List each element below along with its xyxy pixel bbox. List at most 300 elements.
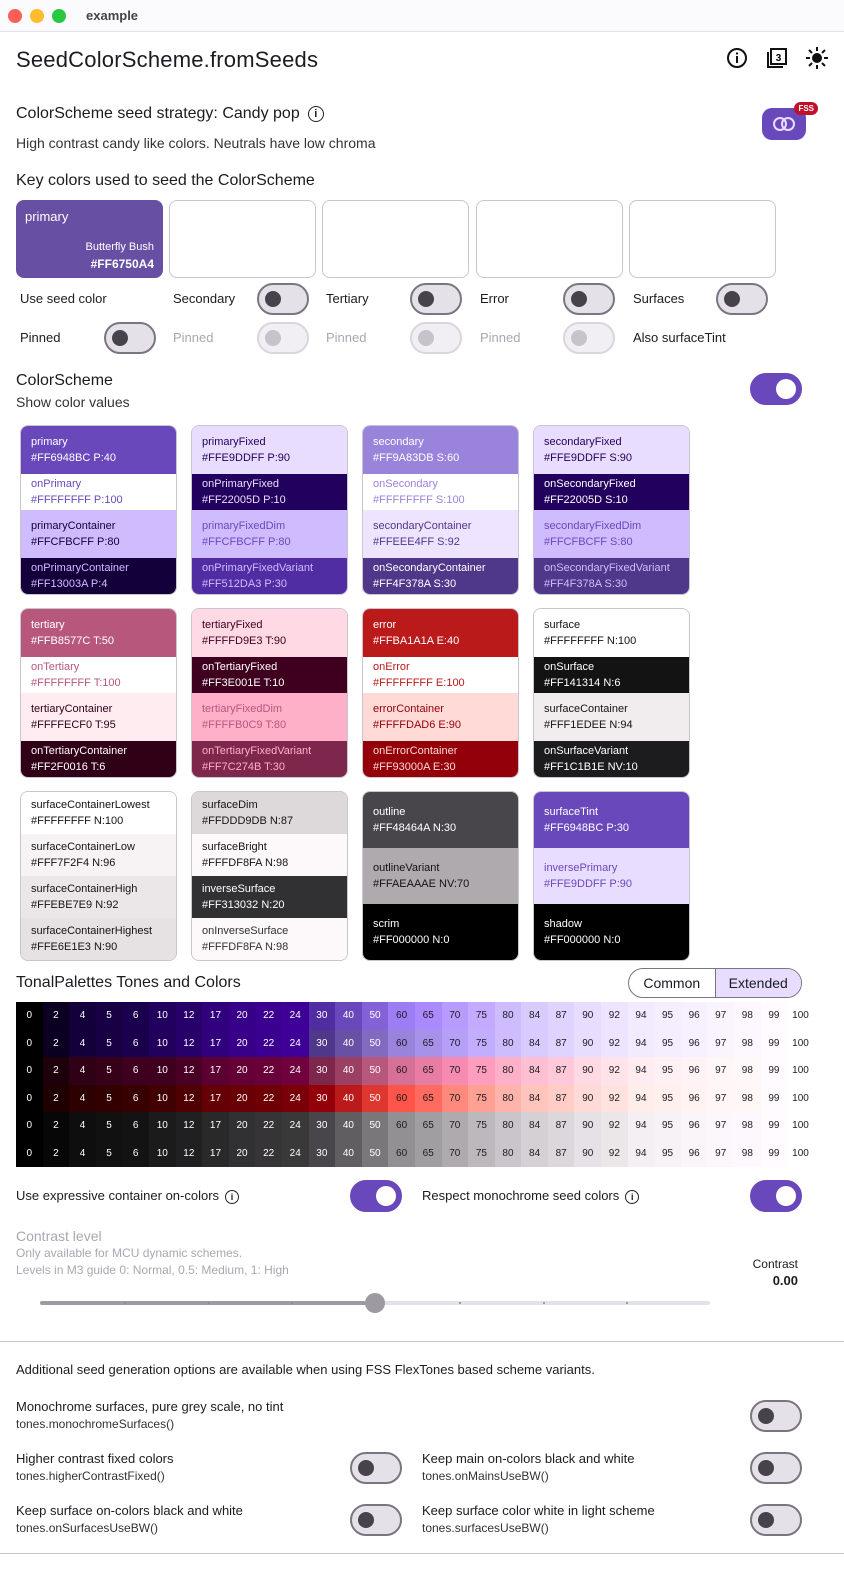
color-swatch[interactable] [192, 426, 347, 474]
switch-knob [776, 1186, 796, 1206]
color-name: primaryContainer [31, 520, 116, 532]
tone-cell[interactable]: 12 [176, 1030, 203, 1058]
tone-cell[interactable]: 0 [16, 1112, 43, 1140]
tone-cell[interactable]: 20 [229, 1002, 256, 1030]
tone-cell[interactable]: 75 [468, 1030, 495, 1058]
tone-cell[interactable]: 0 [16, 1085, 43, 1113]
contrast-slider-thumb[interactable] [365, 1293, 385, 1313]
tone-cell[interactable]: 60 [388, 1002, 415, 1030]
tone-cell[interactable]: 95 [654, 1057, 681, 1085]
color-swatch[interactable] [363, 848, 518, 904]
tone-cell[interactable]: 80 [495, 1030, 522, 1058]
tone-cell[interactable]: 80 [495, 1112, 522, 1140]
close-window-button[interactable] [8, 9, 22, 23]
tone-cell[interactable]: 6 [122, 1002, 149, 1030]
tone-cell[interactable]: 6 [122, 1057, 149, 1085]
tone-cell[interactable]: 2 [43, 1112, 70, 1140]
color-swatch[interactable] [21, 558, 176, 594]
tone-cell[interactable]: 40 [335, 1085, 362, 1113]
tone-cell[interactable]: 98 [734, 1002, 761, 1030]
tone-cell[interactable]: 60 [388, 1085, 415, 1113]
tone-cell[interactable]: 60 [388, 1057, 415, 1085]
tone-cell[interactable]: 94 [628, 1112, 655, 1140]
tone-cell[interactable]: 17 [202, 1002, 229, 1030]
tone-cell[interactable]: 2 [43, 1140, 70, 1168]
color-swatch[interactable] [192, 834, 347, 876]
color-value: #FF22005D P:10 [202, 494, 286, 506]
tone-cell[interactable]: 30 [309, 1030, 336, 1058]
tone-cell[interactable]: 40 [335, 1030, 362, 1058]
color-value: #FFF7F2F4 N:96 [31, 857, 116, 869]
tone-cell[interactable]: 84 [521, 1140, 548, 1168]
color-swatch[interactable] [534, 474, 689, 510]
color-swatch[interactable] [21, 834, 176, 876]
color-swatch[interactable] [192, 510, 347, 558]
tone-cell[interactable]: 6 [122, 1140, 149, 1168]
tone-cell[interactable]: 6 [122, 1030, 149, 1058]
tone-cell[interactable]: 87 [548, 1002, 575, 1030]
palette-type-segmented-button[interactable] [628, 968, 802, 998]
tone-cell[interactable]: 0 [16, 1030, 43, 1058]
tone-cell[interactable]: 92 [601, 1030, 628, 1058]
tone-cell[interactable]: 5 [96, 1140, 123, 1168]
tone-cell[interactable]: 20 [229, 1057, 256, 1085]
tone-cell[interactable]: 20 [229, 1085, 256, 1113]
tone-cell[interactable]: 98 [734, 1112, 761, 1140]
color-swatch[interactable] [21, 474, 176, 510]
tone-cell[interactable]: 10 [149, 1140, 176, 1168]
color-swatch[interactable] [363, 693, 518, 741]
contrast-label: Contrast [752, 1257, 798, 1271]
tone-cell[interactable]: 96 [681, 1140, 708, 1168]
tertiary-switch[interactable] [410, 283, 462, 315]
tone-cell[interactable]: 94 [628, 1030, 655, 1058]
tone-cell[interactable]: 50 [362, 1140, 389, 1168]
tone-cell[interactable]: 50 [362, 1002, 389, 1030]
color-swatch[interactable] [21, 510, 176, 558]
secondary-switch[interactable] [257, 283, 309, 315]
tone-cell[interactable]: 92 [601, 1085, 628, 1113]
color-name: onPrimary [31, 478, 82, 490]
tone-cell[interactable]: 5 [96, 1057, 123, 1085]
tone-cell[interactable]: 90 [574, 1030, 601, 1058]
color-swatch[interactable] [534, 558, 689, 594]
surfaces-switch[interactable] [716, 283, 768, 315]
tone-cell[interactable]: 97 [707, 1057, 734, 1085]
color-swatch[interactable] [192, 876, 347, 918]
tone-cell[interactable]: 17 [202, 1057, 229, 1085]
color-swatch[interactable] [192, 918, 347, 960]
tone-cell[interactable]: 99 [761, 1112, 788, 1140]
mono-surfaces-switch[interactable] [750, 1400, 802, 1432]
respect-monochrome-switch[interactable] [750, 1180, 802, 1212]
color-name: scrim [373, 918, 400, 930]
color-swatch[interactable] [192, 609, 347, 657]
tone-cell[interactable]: 60 [388, 1112, 415, 1140]
tone-cell[interactable]: 4 [69, 1030, 96, 1058]
tone-cell[interactable]: 87 [548, 1140, 575, 1168]
tone-cell[interactable]: 84 [521, 1112, 548, 1140]
tone-cell[interactable]: 94 [628, 1057, 655, 1085]
tone-cell[interactable]: 22 [255, 1140, 282, 1168]
tone-cell[interactable]: 70 [442, 1057, 469, 1085]
tone-cell[interactable]: 95 [654, 1002, 681, 1030]
tone-cell[interactable]: 22 [255, 1085, 282, 1113]
tone-cell[interactable]: 92 [601, 1112, 628, 1140]
tone-cell[interactable]: 50 [362, 1085, 389, 1113]
tone-cell[interactable]: 5 [96, 1002, 123, 1030]
color-swatch[interactable] [192, 558, 347, 594]
tone-cell[interactable]: 40 [335, 1002, 362, 1030]
tone-cell[interactable]: 30 [309, 1002, 336, 1030]
tone-cell[interactable]: 96 [681, 1085, 708, 1113]
tone-cell[interactable]: 96 [681, 1112, 708, 1140]
tone-cell[interactable]: 5 [96, 1085, 123, 1113]
seed-error-box[interactable] [476, 200, 623, 278]
color-swatch[interactable] [534, 426, 689, 474]
tone-cell[interactable]: 92 [601, 1057, 628, 1085]
tone-cell[interactable]: 24 [282, 1030, 309, 1058]
color-value: #FF6948BC P:30 [544, 822, 629, 834]
tone-cell[interactable]: 70 [442, 1002, 469, 1030]
tone-cell[interactable]: 24 [282, 1002, 309, 1030]
tone-cell[interactable]: 24 [282, 1112, 309, 1140]
tone-cell[interactable]: 80 [495, 1002, 522, 1030]
tone-cell[interactable]: 24 [282, 1140, 309, 1168]
palette-row [16, 1002, 814, 1030]
tone-cell[interactable]: 98 [734, 1140, 761, 1168]
color-swatch[interactable] [363, 609, 518, 657]
tone-cell[interactable]: 96 [681, 1030, 708, 1058]
tone-cell[interactable]: 65 [415, 1057, 442, 1085]
tone-cell[interactable]: 22 [255, 1112, 282, 1140]
color-swatch[interactable] [192, 474, 347, 510]
tone-cell[interactable]: 95 [654, 1085, 681, 1113]
tone-cell[interactable]: 5 [96, 1030, 123, 1058]
tone-cell[interactable]: 2 [43, 1057, 70, 1085]
color-swatch[interactable] [21, 741, 176, 777]
tone-cell[interactable]: 30 [309, 1140, 336, 1168]
tone-cell[interactable]: 84 [521, 1057, 548, 1085]
tone-cell[interactable]: 75 [468, 1085, 495, 1113]
tone-cell[interactable]: 10 [149, 1030, 176, 1058]
tone-cell[interactable]: 2 [43, 1002, 70, 1030]
tertiary-pinned-switch[interactable] [410, 322, 462, 354]
switch-knob [724, 291, 740, 307]
color-name: secondaryFixedDim [544, 520, 642, 532]
flextones-intro: Additional seed generation options are available when using FSS FlexTones based scheme variants. [16, 1362, 595, 1377]
seed-secondary-box[interactable] [169, 200, 316, 278]
title-bar [0, 0, 844, 32]
tone-cell[interactable]: 65 [415, 1112, 442, 1140]
color-swatch[interactable] [363, 904, 518, 960]
tone-cell[interactable]: 50 [362, 1112, 389, 1140]
color-swatch[interactable] [534, 657, 689, 693]
tone-cell[interactable]: 6 [122, 1085, 149, 1113]
tone-cell[interactable]: 22 [255, 1030, 282, 1058]
tone-cell[interactable]: 0 [16, 1057, 43, 1085]
color-value: #FFFDF8FA N:98 [202, 941, 289, 953]
tone-cell[interactable]: 10 [149, 1085, 176, 1113]
tone-cell[interactable]: 4 [69, 1112, 96, 1140]
tone-cell[interactable]: 84 [521, 1030, 548, 1058]
tone-cell[interactable]: 65 [415, 1030, 442, 1058]
tone-cell[interactable]: 98 [734, 1085, 761, 1113]
tone-cell[interactable]: 12 [176, 1057, 203, 1085]
tone-cell[interactable]: 99 [761, 1085, 788, 1113]
tone-cell[interactable]: 100 [787, 1002, 814, 1030]
tone-cell[interactable]: 90 [574, 1140, 601, 1168]
color-swatch[interactable] [21, 918, 176, 960]
tone-cell[interactable]: 50 [362, 1030, 389, 1058]
color-name: secondaryFixed [544, 436, 622, 448]
tone-cell[interactable]: 94 [628, 1140, 655, 1168]
palette-row [16, 1112, 814, 1140]
tone-cell[interactable]: 40 [335, 1057, 362, 1085]
tone-cell[interactable]: 10 [149, 1112, 176, 1140]
tone-cell[interactable]: 99 [761, 1140, 788, 1168]
tone-cell[interactable]: 4 [69, 1002, 96, 1030]
show-color-values-switch[interactable] [750, 373, 802, 405]
color-swatch[interactable] [534, 792, 689, 848]
surfaces-bw-switch[interactable] [750, 1504, 802, 1536]
color-swatch[interactable] [363, 474, 518, 510]
tone-cell[interactable]: 75 [468, 1057, 495, 1085]
tone-cell[interactable]: 17 [202, 1112, 229, 1140]
tone-cell[interactable]: 90 [574, 1057, 601, 1085]
surfaces-label: Surfaces [633, 291, 685, 306]
color-swatch[interactable] [21, 609, 176, 657]
color-swatch[interactable] [534, 904, 689, 960]
seed-primary-box[interactable] [16, 200, 163, 278]
contrast-slider[interactable] [40, 1301, 710, 1305]
tone-cell[interactable]: 90 [574, 1002, 601, 1030]
tone-cell[interactable]: 24 [282, 1085, 309, 1113]
color-name: errorContainer [373, 703, 444, 715]
color-value: #FF313032 N:20 [202, 899, 285, 911]
tone-cell[interactable]: 0 [16, 1140, 43, 1168]
strategy-title [16, 105, 324, 123]
switch-knob [265, 291, 281, 307]
color-swatch[interactable] [21, 657, 176, 693]
on-mains-bw-switch[interactable] [750, 1452, 802, 1484]
maximize-window-button[interactable] [52, 9, 66, 23]
expressive-info-icon[interactable]: i [225, 1190, 239, 1204]
higher-contrast-fixed-switch[interactable] [350, 1452, 402, 1484]
color-swatch[interactable] [363, 426, 518, 474]
tone-cell[interactable]: 12 [176, 1112, 203, 1140]
tone-cell[interactable]: 95 [654, 1140, 681, 1168]
tone-cell[interactable]: 70 [442, 1140, 469, 1168]
color-swatch[interactable] [21, 792, 176, 834]
tone-cell[interactable]: 84 [521, 1002, 548, 1030]
respect-monochrome-info-icon[interactable]: i [625, 1190, 639, 1204]
tone-cell[interactable]: 20 [229, 1030, 256, 1058]
tone-cell[interactable]: 97 [707, 1002, 734, 1030]
tone-cell[interactable]: 75 [468, 1140, 495, 1168]
color-swatch[interactable] [21, 876, 176, 918]
palette-row [16, 1085, 814, 1113]
tone-cell[interactable]: 96 [681, 1002, 708, 1030]
color-swatch[interactable] [534, 693, 689, 741]
tone-cell[interactable]: 5 [96, 1112, 123, 1140]
brightness-icon[interactable] [806, 47, 828, 69]
secondary-pinned-switch[interactable] [257, 322, 309, 354]
tone-cell[interactable]: 80 [495, 1085, 522, 1113]
tone-cell[interactable]: 20 [229, 1140, 256, 1168]
seed-tertiary-box[interactable] [322, 200, 469, 278]
tone-cell[interactable]: 75 [468, 1112, 495, 1140]
tone-cell[interactable]: 2 [43, 1085, 70, 1113]
tone-cell[interactable]: 4 [69, 1085, 96, 1113]
strategy-info-icon[interactable]: i [308, 106, 324, 122]
color-swatch[interactable] [534, 741, 689, 777]
tone-cell[interactable]: 12 [176, 1140, 203, 1168]
tone-cell[interactable]: 96 [681, 1057, 708, 1085]
color-swatch[interactable] [192, 657, 347, 693]
seed-primary-hex: #FF6750A4 [90, 257, 154, 271]
tone-cell[interactable]: 65 [415, 1085, 442, 1113]
tone-cell[interactable]: 100 [787, 1030, 814, 1058]
filter-3-icon[interactable] [766, 47, 788, 69]
tone-cell[interactable]: 40 [335, 1112, 362, 1140]
tone-cell[interactable]: 95 [654, 1112, 681, 1140]
color-name: onSurfaceVariant [544, 745, 629, 757]
tone-cell[interactable]: 95 [654, 1030, 681, 1058]
tone-cell[interactable]: 60 [388, 1140, 415, 1168]
color-name: onErrorContainer [373, 745, 458, 757]
switch-knob [112, 330, 128, 346]
tone-cell[interactable]: 100 [787, 1140, 814, 1168]
seed-surfaces-box[interactable] [629, 200, 776, 278]
tone-cell[interactable]: 65 [415, 1002, 442, 1030]
fss-toggle-button[interactable] [762, 104, 814, 140]
strategy-title-text: ColorScheme seed strategy: Candy pop [16, 105, 300, 122]
on-surfaces-bw-switch[interactable] [350, 1504, 402, 1536]
tone-cell[interactable]: 10 [149, 1002, 176, 1030]
tone-cell[interactable]: 60 [388, 1030, 415, 1058]
tone-cell[interactable]: 2 [43, 1030, 70, 1058]
switch-knob [758, 1408, 774, 1424]
tone-cell[interactable]: 99 [761, 1030, 788, 1058]
tone-cell[interactable]: 30 [309, 1112, 336, 1140]
tonal-palettes-table [16, 1002, 814, 1167]
respect-monochrome-label: Respect monochrome seed colors [422, 1188, 620, 1203]
tone-cell[interactable]: 4 [69, 1140, 96, 1168]
tone-cell[interactable]: 17 [202, 1085, 229, 1113]
tone-cell[interactable]: 17 [202, 1140, 229, 1168]
tone-cell[interactable]: 98 [734, 1057, 761, 1085]
color-swatch[interactable] [534, 848, 689, 904]
tone-cell[interactable]: 30 [309, 1057, 336, 1085]
color-swatch[interactable] [21, 426, 176, 474]
window-title: example [86, 8, 139, 23]
minimize-window-button[interactable] [30, 9, 44, 23]
tone-cell[interactable]: 12 [176, 1002, 203, 1030]
color-name: outlineVariant [373, 862, 440, 874]
tone-cell[interactable]: 24 [282, 1057, 309, 1085]
color-swatch[interactable] [363, 510, 518, 558]
tone-cell[interactable]: 99 [761, 1002, 788, 1030]
tone-cell[interactable]: 40 [335, 1140, 362, 1168]
color-name: surfaceContainerLowest [31, 799, 150, 811]
tone-cell[interactable]: 6 [122, 1112, 149, 1140]
color-swatch[interactable] [363, 792, 518, 848]
color-swatch[interactable] [192, 792, 347, 834]
tone-cell[interactable]: 20 [229, 1112, 256, 1140]
color-swatch[interactable] [363, 657, 518, 693]
primary-pinned-switch[interactable] [104, 322, 156, 354]
tone-cell[interactable]: 100 [787, 1085, 814, 1113]
tone-cell[interactable]: 22 [255, 1002, 282, 1030]
color-swatch[interactable] [192, 741, 347, 777]
tone-cell[interactable]: 99 [761, 1057, 788, 1085]
tone-cell[interactable]: 92 [601, 1002, 628, 1030]
tone-cell[interactable]: 90 [574, 1085, 601, 1113]
color-name: onTertiaryContainer [31, 745, 127, 757]
tone-cell[interactable]: 70 [442, 1030, 469, 1058]
error-switch[interactable] [563, 283, 615, 315]
color-swatch[interactable] [363, 558, 518, 594]
tone-cell[interactable]: 92 [601, 1140, 628, 1168]
tone-cell[interactable]: 94 [628, 1002, 655, 1030]
color-swatch[interactable] [363, 741, 518, 777]
tone-cell[interactable]: 100 [787, 1112, 814, 1140]
tone-cell[interactable]: 97 [707, 1112, 734, 1140]
tone-cell[interactable]: 97 [707, 1140, 734, 1168]
primary-pinned-label: Pinned [20, 330, 61, 345]
info-icon[interactable] [726, 47, 748, 69]
tone-cell[interactable]: 10 [149, 1057, 176, 1085]
tone-cell[interactable]: 98 [734, 1030, 761, 1058]
tone-cell[interactable]: 17 [202, 1030, 229, 1058]
segment-common[interactable]: Common [643, 975, 701, 991]
tone-cell[interactable]: 22 [255, 1057, 282, 1085]
tone-cell[interactable]: 0 [16, 1002, 43, 1030]
tone-cell[interactable]: 70 [442, 1085, 469, 1113]
tone-cell[interactable]: 84 [521, 1085, 548, 1113]
tonal-palettes-title: TonalPalettes Tones and Colors [16, 974, 241, 991]
color-value: #FF4F378A S:30 [544, 578, 628, 590]
segment-extended[interactable]: Extended [715, 969, 802, 997]
tone-cell[interactable]: 70 [442, 1112, 469, 1140]
color-swatch[interactable] [21, 693, 176, 741]
tone-cell[interactable]: 4 [69, 1057, 96, 1085]
tone-cell[interactable]: 75 [468, 1002, 495, 1030]
tone-cell[interactable]: 87 [548, 1057, 575, 1085]
expressive-switch[interactable] [350, 1180, 402, 1212]
tone-cell[interactable]: 12 [176, 1085, 203, 1113]
tone-cell[interactable]: 97 [707, 1030, 734, 1058]
tone-cell[interactable]: 50 [362, 1057, 389, 1085]
tone-cell[interactable]: 30 [309, 1085, 336, 1113]
error-pinned-switch[interactable] [563, 322, 615, 354]
tone-cell[interactable]: 80 [495, 1057, 522, 1085]
tone-cell[interactable]: 100 [787, 1057, 814, 1085]
color-swatch[interactable] [192, 693, 347, 741]
color-swatch[interactable] [534, 510, 689, 558]
tone-cell[interactable]: 80 [495, 1140, 522, 1168]
tone-cell[interactable]: 90 [574, 1112, 601, 1140]
tone-cell[interactable]: 87 [548, 1085, 575, 1113]
on-surfaces-bw-api: tones.onSurfacesUseBW() [16, 1521, 159, 1535]
tone-cell[interactable]: 65 [415, 1140, 442, 1168]
color-swatch[interactable] [534, 609, 689, 657]
tone-cell[interactable]: 87 [548, 1112, 575, 1140]
tone-cell[interactable]: 94 [628, 1085, 655, 1113]
tone-cell[interactable]: 97 [707, 1085, 734, 1113]
tone-cell[interactable]: 87 [548, 1030, 575, 1058]
